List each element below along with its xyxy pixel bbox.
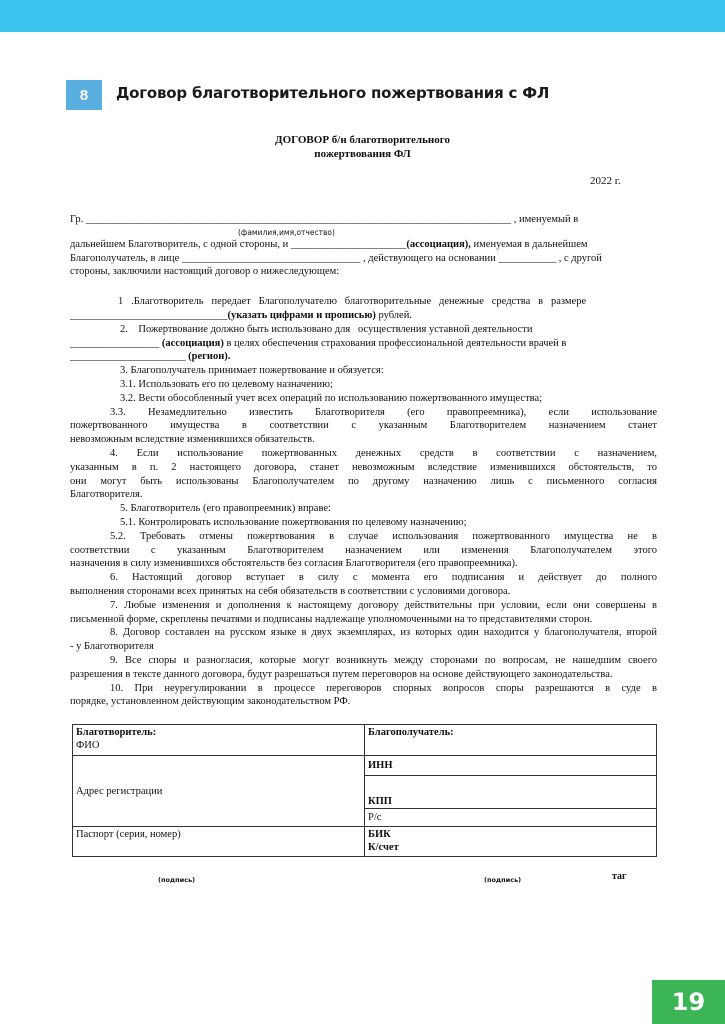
clause-7-line-1: 7. Любые изменения и дополнения к настоящему договору действительны при условии, если они совершены в [110, 599, 657, 611]
intro-line-2-c: именуемая в дальнейшем [470, 238, 588, 250]
clause-10-line-2: порядке, установленном действующим законодательством РФ. [70, 696, 351, 708]
clause-7-line-2: письменной форме, скреплены печатями и подписаны надлежаще уполномоченными на то представителями сторон. [70, 613, 593, 625]
clause-8-line-1: 8. Договор составлен на русском языке в двух экземплярах, из которых один находится у благополучателя, второй [110, 627, 657, 639]
section-title: Договор благотворительного пожертвования с ФЛ [116, 84, 550, 102]
clause-3-3-line-2: пожертвованного имущества в соответствии с указанным Благотворителем назначением станет [70, 420, 657, 432]
tag-mark: таг [612, 871, 627, 882]
clause-5: 5. Благотворитель (его правопреемник) вправе: [120, 503, 331, 515]
bank-cell [365, 827, 657, 857]
document-title-line-1: ДОГОВОР б/н благотворительного [275, 134, 450, 146]
clause-2-line-2 [70, 337, 657, 351]
clause-3-3-line-3: невозможным вследствие изменившихся обязательств. [70, 434, 315, 446]
clause-9-line-1: 9. Все споры и разногласия, которые могут возникнуть между сторонами по вопросам, не нашедшим своего [110, 654, 657, 666]
intro-line-3: Благополучатель, в лице __________________________________ , действующего на основании ___________ , с другой [70, 252, 602, 264]
clause-3-2: 3.2. Вести обособленный учет всех операций по использованию пожертвованного имущества; [120, 392, 543, 404]
clause-5-1: 5.1. Контролировать использование пожертвования по целевому назначению; [120, 516, 467, 528]
clause-1-bold: (указать цифрами и прописью) [227, 309, 376, 321]
clause-4-line-4: Благотворителя. [70, 489, 143, 501]
donor-address-cell [73, 756, 365, 827]
clause-2-tail: в целях обеспечения страхования профессиональной деятельности врачей в [223, 337, 567, 349]
ks-label: К/счет [368, 842, 399, 853]
document-title-line-2: пожертвования ФЛ [314, 148, 411, 160]
intro-fio-hint: (фамилия,имя,отчество) [238, 227, 335, 237]
clause-9-line-2: разрешения в тексте данного договора, будут разрешаться путем переговоров на основе действующего законодательства. [70, 668, 613, 680]
bik-label: БИК [368, 829, 391, 840]
clause-6-line-1: 6. Настоящий договор вступает в силу с момента его подписания и действует до полного [110, 572, 657, 584]
intro-line-2 [70, 238, 657, 252]
donor-cell [73, 725, 365, 756]
intro-line-4: стороны, заключили настоящий договор о нижеследующем: [70, 266, 340, 278]
clause-1-line-2 [70, 309, 657, 323]
rs-label: Р/с [368, 812, 382, 823]
clause-5-2-line-1: 5.2. Требовать отмены пожертвования в случае использования пожертвованного имущества не в [110, 530, 657, 542]
donor-passport-cell [73, 827, 365, 857]
clause-8-line-2: - у Благотворителя [70, 641, 154, 653]
clause-2-blank: _________________ [70, 337, 162, 349]
signature-table [72, 724, 657, 857]
clause-3: 3. Благополучатель принимает пожертвование и обязуется: [120, 365, 384, 377]
contract-body [70, 213, 657, 709]
clause-2-bold: (ассоциация) [161, 337, 224, 349]
intro-line-1: Гр. _________________________________________________________________________________ , именуемый в [70, 214, 579, 225]
clause-10-line-1: 10. При неурегулировании в процессе переговоров спорных вопросов споры разрешаются в суде в [110, 682, 657, 694]
signature-label-left: (подпись) [158, 876, 196, 884]
clause-6-line-2: выполнения сторонами всех принятых на себя обязательств в соответствии с условиями договора. [70, 585, 511, 597]
signature-label-right: (подпись) [484, 876, 522, 884]
clause-3-3-line-1: 3.3. Незамедлительно известить Благотворителя (его правопреемника), если использование [110, 406, 657, 418]
clause-2-line-1: 2. Пожертвование должно быть использовано для осуществления уставной деятельности [120, 323, 533, 335]
clause-2-region-blank: ______________________ [70, 351, 189, 363]
clause-4-line-2: указанным в п. 2 настоящего договора, станет невозможным вследствие изменившихся обстоятельств, то [70, 461, 657, 473]
clause-5-2-line-2: соответствии с указанным Благотворителем назначением или изменения Благополучателем этого [70, 544, 657, 556]
document-year: 2022 г. [590, 175, 621, 187]
intro-line-2-b: (ассоциация), [406, 238, 471, 250]
clause-2-region: (регион). [188, 351, 231, 363]
document-title [0, 133, 725, 161]
clause-4-line-3: они могут быть использованы Благополучателем по другому назначению лишь с письменного согласия [70, 475, 657, 487]
clause-4-line-1: 4. Если использование пожертвованных денежных средств в соответствии с назначением, [110, 447, 657, 459]
clause-1-line-1: 1 .Благотворитель передает Благополучателю благотворительные денежные средства в размере [118, 296, 587, 308]
recipient-cell [365, 725, 657, 827]
donor-address-label: Адрес регистрации [76, 785, 163, 797]
clause-1-tail: рублей. [375, 309, 412, 321]
page-number-badge: 19 [652, 980, 725, 1024]
recipient-heading: Благополучатель: [368, 727, 454, 738]
donor-heading: Благотворитель: [76, 727, 157, 738]
top-color-bar [0, 0, 725, 32]
intro-line-2-a: дальнейшем Благотворитель, с одной стороны, и ______________________ [70, 238, 407, 250]
section-number-badge: 8 [66, 80, 102, 110]
donor-passport-label: Паспорт (серия, номер) [76, 829, 181, 840]
donor-fio-label: ФИО [76, 740, 100, 751]
clause-3-1: 3.1. Использовать его по целевому назначению; [120, 378, 333, 390]
clause-5-2-line-3: назначения в силу изменившихся обстоятельств без согласия Благотворителя (его правопреемника). [70, 558, 518, 570]
clause-2-line-3 [70, 350, 657, 364]
clause-1-blank: ______________________________ [70, 309, 228, 321]
inn-label: ИНН [368, 760, 393, 771]
kpp-label: КПП [368, 796, 392, 807]
